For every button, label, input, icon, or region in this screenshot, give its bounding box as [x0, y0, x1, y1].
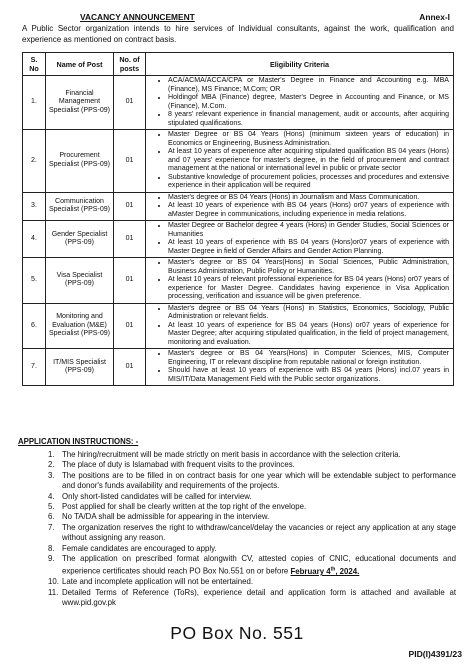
criteria-item: • At least 10 years of experience with BS 04 years (Hons) or07 years of experience with aMaster Degree in communications, including experience in media relations. [168, 202, 449, 219]
criteria-list [148, 222, 449, 256]
row-criteria [146, 258, 454, 304]
row-post-name: Monitoring and Evaluation (M&E) Specialist (PPS-09) [46, 303, 114, 349]
row-post-count: 01 [114, 221, 146, 258]
row-criteria [146, 221, 454, 258]
instruction-item [48, 450, 456, 460]
criteria-item: • 8 years' relevant experience in financial management, audit or accounts, after acquiring stipulated qualifications. [168, 111, 449, 128]
table-body [23, 76, 454, 386]
instruction-item [48, 471, 456, 492]
page-title: VACANCY ANNOUNCEMENT [80, 12, 195, 22]
instruction-text: The positions are to be filled in on contract basis for one year which will be extendable subject to performance and donor's funds availability and requirements of the projects. [62, 470, 456, 491]
table-row [23, 76, 454, 130]
instruction-text: The application on prescribed format alongwith CV, attested copies of CNIC, educational documents and experience certificates should reach PO Box No.551 on or before [62, 554, 456, 577]
instruction-text: The place of duty is Islamabad with frequent visits to the provinces. [62, 460, 295, 470]
instruction-text: Post applied for shall be clearly written at the top right of the envelope. [62, 502, 307, 512]
row-sno: 6. [23, 303, 46, 349]
instruction-number: 9. [48, 554, 55, 564]
instruction-item [48, 460, 456, 470]
instruction-number: 10. [48, 577, 59, 587]
row-criteria [146, 303, 454, 349]
instruction-item [48, 492, 456, 502]
criteria-item: • Substantive knowledge of procurement policies, processes and procedures and extensive experience in their application will be required [168, 174, 449, 191]
criteria-item: • Should have at least 10 years of experience with BS 04 years (Hons) incl.07 years in MIS/IT/Data Management Field with the Public sector organizations. [168, 367, 449, 384]
instructions-title: APPLICATION INSTRUCTIONS: - [18, 437, 139, 446]
instruction-number: 11. [48, 587, 59, 597]
table-row [23, 130, 454, 193]
deadline-suffix: th [330, 566, 336, 573]
deadline-date [290, 567, 359, 576]
instruction-text: Only short-listed candidates will be called for interview. [62, 491, 252, 501]
row-sno: 1. [23, 76, 46, 130]
instruction-number: 8. [48, 543, 55, 553]
table-row [23, 349, 454, 386]
po-box: PO Box No. 551 [170, 623, 304, 643]
pid-number: PID(I)4391/23 [408, 649, 462, 659]
instruction-item [48, 577, 456, 587]
instruction-text: Late and incomplete application will not be entertained. [62, 577, 253, 587]
instruction-number: 7. [48, 522, 55, 532]
instruction-text: The hiring/recruitment will be made strictly on merit basis in accordance with the selection criteria. [62, 450, 401, 459]
row-post-count: 01 [114, 303, 146, 349]
row-post-name: IT/MIS Specialist (PPS-09) [46, 349, 114, 386]
criteria-item: • At least 10 years of experience with BS 04 years (Hons)or07 years of experience with Master Degree in field of Gender Affairs and Gender Action Planning. [168, 239, 449, 256]
row-post-count: 01 [114, 349, 146, 386]
criteria-item: • Master Degree or Bachelor degree 4 years (Hons) in Gender Studies, Social Sciences or Humanities [168, 222, 449, 239]
row-post-name: Gender Specialist (PPS-09) [46, 221, 114, 258]
criteria-item: • At least 10 years of relevant professional experience for BS 04 years (Hons) or07 years of experience for Master Degree. Candidates having experience in Visa Application processing, verification and issuance will be given preference. [168, 276, 449, 302]
row-post-name: Procurement Specialist (PPS-09) [46, 130, 114, 193]
row-post-count: 01 [114, 76, 146, 130]
header [80, 12, 450, 24]
row-post-name: Communication Specialist (PPS-09) [46, 192, 114, 221]
row-post-count: 01 [114, 130, 146, 193]
criteria-item: • Master Degree or BS 04 Years (Hons) (minimum sixteen years of education) in Economics or Engineering, Business Administration. [168, 131, 449, 148]
row-sno: 3. [23, 192, 46, 221]
row-criteria [146, 76, 454, 130]
row-sno: 5. [23, 258, 46, 304]
instruction-number: 4. [48, 491, 55, 501]
criteria-list [148, 194, 449, 220]
table-row [23, 221, 454, 258]
row-sno: 4. [23, 221, 46, 258]
row-post-name: Financial Management Specialist (PPS-09) [46, 76, 114, 130]
criteria-list [148, 305, 449, 348]
row-post-name: Visa Specialist (PPS-09) [46, 258, 114, 304]
table-row [23, 303, 454, 349]
instruction-number: 3. [48, 470, 55, 480]
criteria-item: • At least 10 years of experience for BS 04 years (Hons) or07 years of experience for Master Degree; after acquiring stipulated qualification, in the field of project management, monitoring and evaluation. [168, 322, 449, 348]
criteria-item: • Holdingof MBA (Finance) degree, Master's Degree in Accounting and Finance, or MS (Finance), M.Com. [168, 94, 449, 111]
row-sno: 2. [23, 130, 46, 193]
instruction-item [48, 554, 456, 577]
criteria-item: • Master's degree or BS 04 Years(Hons) in Social Sciences, Public Administration, Business Administration, Public Policy or Humanities. [168, 259, 449, 276]
header-post: Name of Post [46, 53, 114, 76]
criteria-list [148, 259, 449, 302]
row-criteria [146, 349, 454, 386]
instructions-list [48, 450, 456, 609]
deadline-year: , 2024. [335, 567, 360, 577]
instruction-number: 6. [48, 512, 55, 522]
criteria-item: • Master's degree or BS 04 Years (Hons) in Statistics, Economics, Sociology, Public Administration or relevant fields. [168, 305, 449, 322]
instruction-item [48, 502, 456, 512]
row-criteria [146, 192, 454, 221]
instruction-item [48, 523, 456, 544]
instruction-number: 1. [48, 450, 55, 459]
row-post-count: 01 [114, 258, 146, 304]
vacancy-table [22, 52, 454, 386]
header-criteria: Eligibility Criteria [146, 53, 454, 76]
header-sno: S. No [23, 53, 46, 76]
instruction-item [48, 588, 456, 609]
header-posts: No. of posts [114, 53, 146, 76]
deadline-month-day: February 4 [290, 567, 331, 577]
criteria-list [148, 77, 449, 128]
row-post-count: 01 [114, 192, 146, 221]
table-row [23, 192, 454, 221]
intro-paragraph: A Public Sector organization intends to hire services of Individual consultants, against the work, qualification and experience as mentioned on contract basis. [22, 24, 454, 44]
criteria-list [148, 131, 449, 191]
instruction-text: Female candidates are encouraged to apply. [62, 543, 217, 553]
instruction-item [48, 544, 456, 554]
criteria-item: • ACA/ACMA/ACCA/CPA or Master's Degree in Finance and Accounting e.g. MBA (Finance), MS Finance; M.Com; OR [168, 77, 449, 94]
instruction-item [48, 512, 456, 522]
instruction-text: The organization reserves the right to withdraw/cancel/delay the vacancies or reject any application at any stage without assigning any reason. [62, 522, 456, 543]
annex-label: Annex-I [419, 12, 450, 22]
criteria-item: • Master's degree or BS 04 Years(Hons) in Computer Sciences, MIS, Computer Engineering, IT or relevant discipline from reputable national or foreign institution. [168, 350, 449, 367]
row-sno: 7. [23, 349, 46, 386]
criteria-item: • At least 10 years of experience after acquiring stipulated qualification BS 04 years (Hons) and 07 years' experience for master's degree, in the field of procurement and contract management at the national or international level in public or private sector [168, 148, 449, 174]
criteria-list [148, 350, 449, 384]
instruction-number: 2. [48, 460, 55, 470]
instruction-text: Detailed Terms of Reference (ToRs), experience detail and application form is attached and available at www.pid.gov.pk [62, 587, 456, 608]
table-header-row [23, 53, 454, 76]
criteria-item: • Master's degree or BS 04 Years (Hons) in Journalism and Mass Communication. [168, 194, 449, 203]
instruction-number: 5. [48, 502, 55, 512]
table-row [23, 258, 454, 304]
row-criteria [146, 130, 454, 193]
instruction-text: No TA/DA shall be admissible for appearing in the interview. [62, 512, 270, 522]
